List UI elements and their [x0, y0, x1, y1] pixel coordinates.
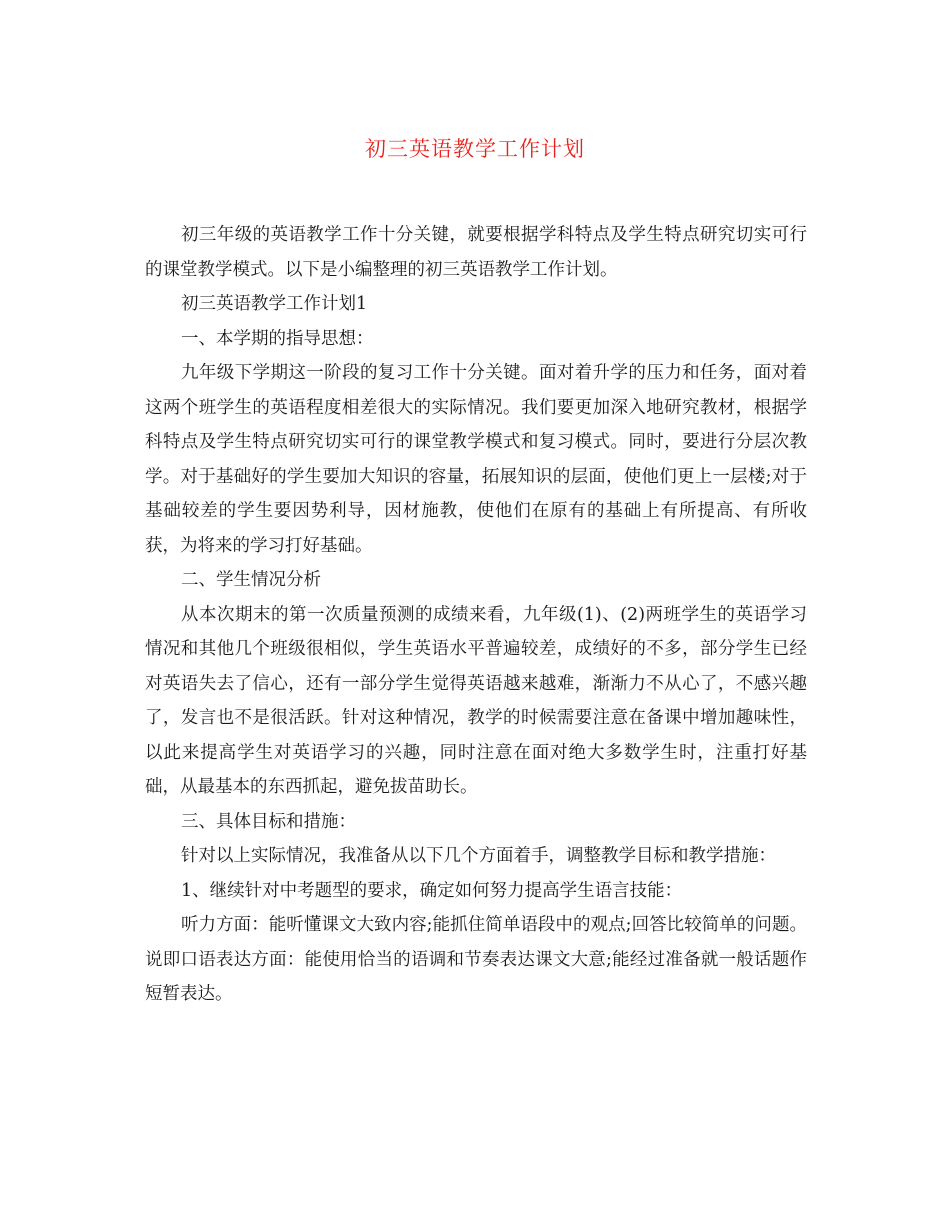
document-body — [145, 218, 807, 1012]
intro-paragraph: 初三年级的英语教学工作十分关键，就要根据学科特点及学生特点研究切实可行的课堂教学模式。以下是小编整理的初三英语教学工作计划。 — [145, 225, 807, 280]
section-heading-guiding-ideas: 一、本学期的指导思想： — [181, 328, 374, 349]
document-title: 初三英语教学工作计划 — [365, 137, 585, 161]
section-heading-goals-measures: 三、具体目标和措施： — [181, 811, 356, 832]
student-analysis-paragraph: 从本次期末的第一次质量预测的成绩来看，九年级(1)、(2)两班学生的英语学习情况和其他几个班级很相似，学生英语水平普遍较差，成绩好的不多，部分学生已经对英语失去了信心，还有一部分学生觉得英语越来越难，渐渐力不从心了，不感兴趣了，发言也不是很活跃。针对这种情况，教学的时候需要注意在备课中增加趣味性，以此来提高学生对英语学习的兴趣，同时注意在面对绝大多数学生时，注重打好基础，从最基本的东西抓起，避免拔苗助长。 — [145, 604, 807, 797]
goal-item-1: 1、继续针对中考题型的要求，确定如何努力提高学生语言技能： — [181, 880, 683, 901]
goals-intro-paragraph: 针对以上实际情况，我准备从以下几个方面着手，调整教学目标和教学措施： — [181, 846, 776, 866]
listening-speaking-paragraph: 听力方面：能听懂课文大致内容;能抓住简单语段中的观点;回答比较简单的问题。说即口语表达方面：能使用恰当的语调和节奏表达课文大意;能经过准备就一般话题作短暂表达。 — [145, 915, 807, 1004]
section-heading-student-analysis: 二、学生情况分析 — [181, 570, 321, 590]
plan-heading: 初三英语教学工作计划1 — [181, 294, 368, 314]
guiding-ideas-paragraph: 九年级下学期这一阶段的复习工作十分关键。面对着升学的压力和任务，面对着这两个班学生的英语程度相差很大的实际情况。我们要更加深入地研究教材，根据学科特点及学生特点研究切实可行的课堂教学模式和复习模式。同时，要进行分层次教学。对于基础好的学生要加大知识的容量，拓展知识的层面，使他们更上一层楼;对于基础较差的学生要因势利导，因材施教，使他们在原有的基础上有所提高、有所收获，为将来的学习打好基础。 — [145, 363, 807, 556]
